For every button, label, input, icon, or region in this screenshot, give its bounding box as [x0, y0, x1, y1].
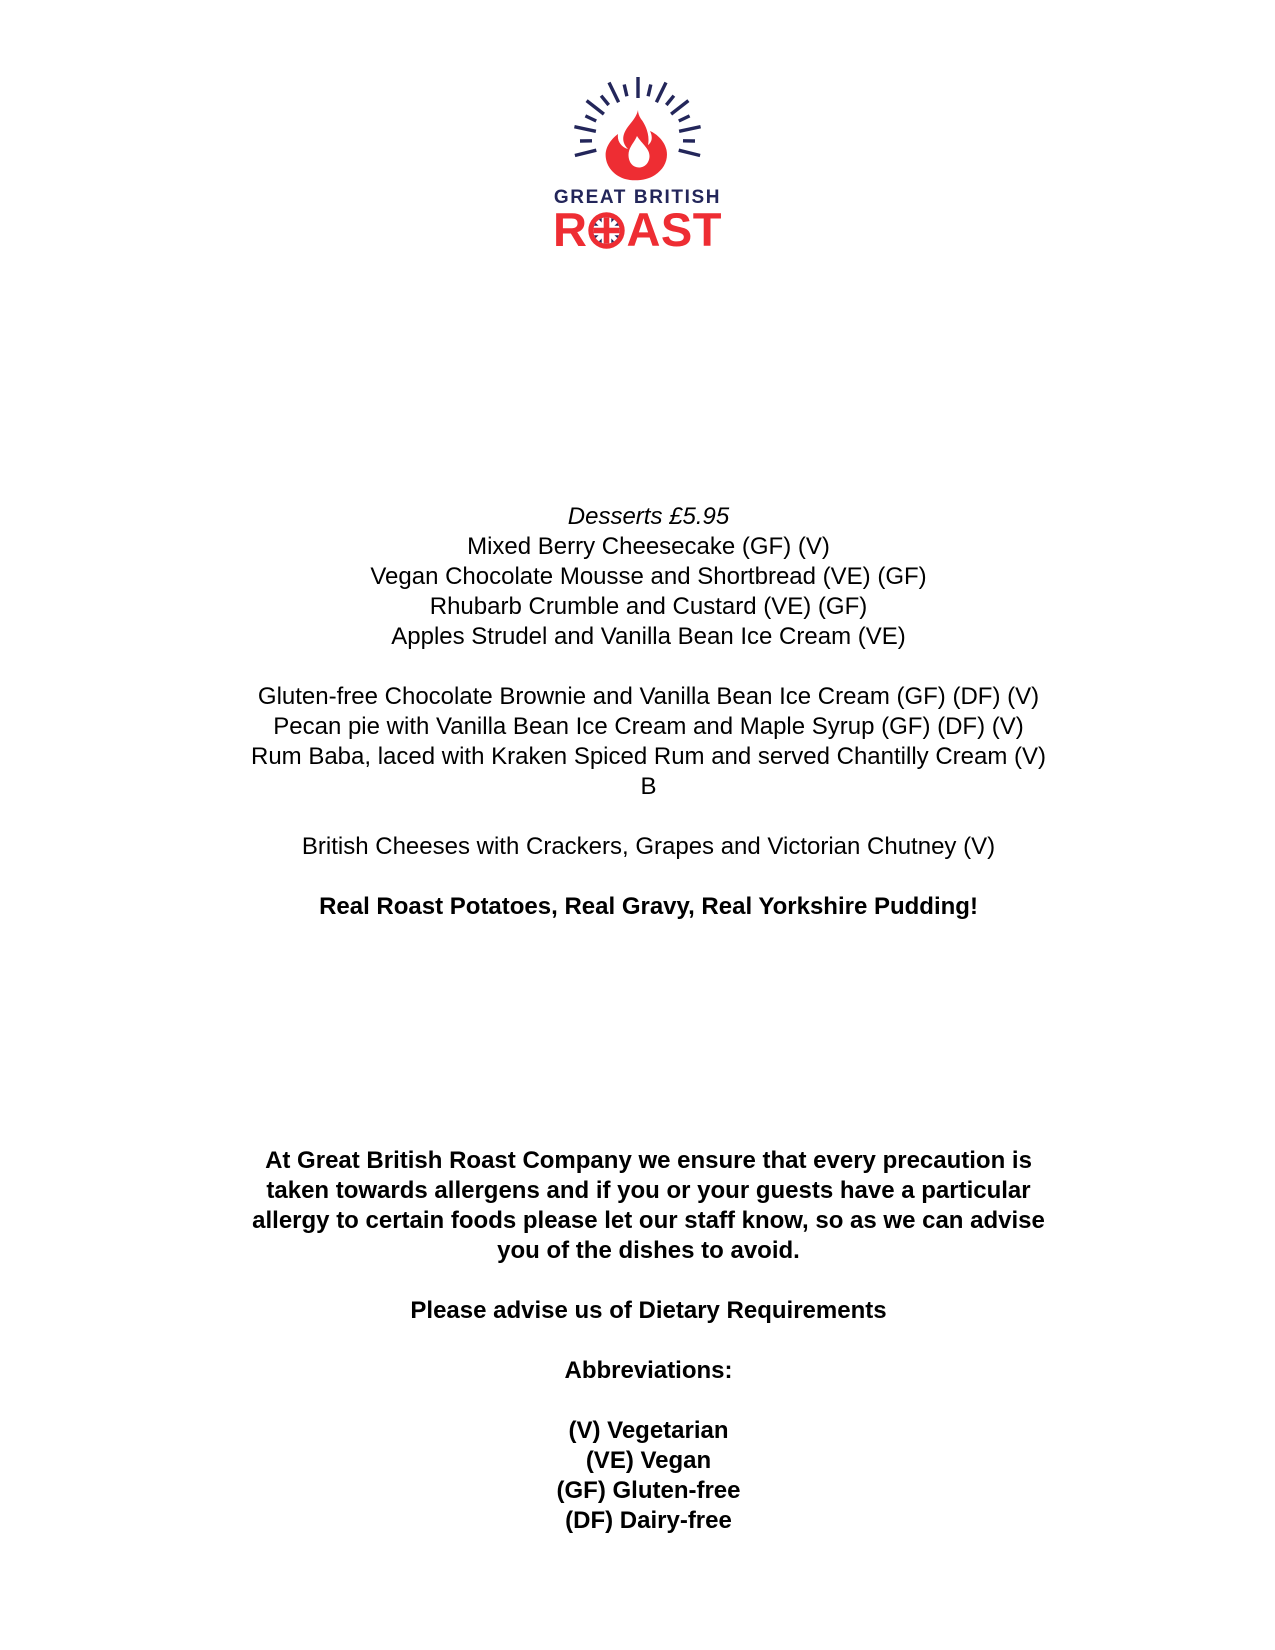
- abbreviations-heading: Abbreviations:: [564, 1357, 733, 1384]
- menu-item: Mixed Berry Cheesecake (GF) (V): [467, 533, 830, 560]
- spacer: [11, 1266, 1275, 1296]
- desserts-section-title: Desserts £5.95: [567, 503, 730, 530]
- desserts-section: [11, 502, 1275, 922]
- flame-icon: [605, 110, 666, 180]
- menu-item: Pecan pie with Vanilla Bean Ice Cream and Maple Syrup (GF) (DF) (V): [273, 713, 1024, 740]
- menu-item: Gluten-free Chocolate Brownie and Vanilla Bean Ice Cream (GF) (DF) (V): [257, 683, 1040, 710]
- spacer: [11, 1326, 1275, 1356]
- cheese-course-line: British Cheeses with Crackers, Grapes and Victorian Chutney (V): [301, 833, 996, 860]
- abbreviation-line: (DF) Dairy-free: [565, 1507, 732, 1534]
- menu-item: Vegan Chocolate Mousse and Shortbread (VE) (GF): [370, 563, 927, 590]
- roast-letter-r: R: [553, 203, 588, 256]
- allergen-notice-line: At Great British Roast Company we ensure that every precaution is: [265, 1147, 1032, 1174]
- brand-wordmark-roast: [553, 203, 722, 256]
- allergen-notice-line: you of the dishes to avoid.: [497, 1237, 800, 1264]
- menu-item: B: [640, 773, 657, 800]
- allergen-notice-line: taken towards allergens and if you or your guests have a particular: [266, 1177, 1031, 1204]
- spacer: [11, 652, 1275, 682]
- abbreviation-line: (GF) Gluten-free: [556, 1477, 741, 1504]
- brand-logo: [0, 76, 1275, 256]
- flame-sunburst-icon: [552, 76, 724, 184]
- union-jack-roundel-icon: [588, 212, 625, 249]
- brand-wordmark-great-british: GREAT BRITISH: [553, 187, 722, 208]
- menu-item: Rum Baba, laced with Kraken Spiced Rum and served Chantilly Cream (V): [250, 743, 1046, 770]
- spacer: [11, 862, 1275, 892]
- abbreviation-line: (VE) Vegan: [585, 1447, 712, 1474]
- roast-letters-ast: AST: [626, 203, 722, 256]
- menu-item: Apples Strudel and Vanilla Bean Ice Cream (VE): [391, 623, 906, 650]
- menu-item: Rhubarb Crumble and Custard (VE) (GF): [429, 593, 868, 620]
- dietary-requirements-line: Please advise us of Dietary Requirements: [410, 1297, 887, 1324]
- allergen-notice-section: [11, 1146, 1275, 1536]
- spacer: [11, 802, 1275, 832]
- spacer: [11, 1386, 1275, 1416]
- menu-tagline: Real Roast Potatoes, Real Gravy, Real Yorkshire Pudding!: [319, 893, 978, 920]
- allergen-notice-line: allergy to certain foods please let our staff know, so as we can advise: [252, 1207, 1045, 1234]
- abbreviation-line: (V) Vegetarian: [568, 1417, 729, 1444]
